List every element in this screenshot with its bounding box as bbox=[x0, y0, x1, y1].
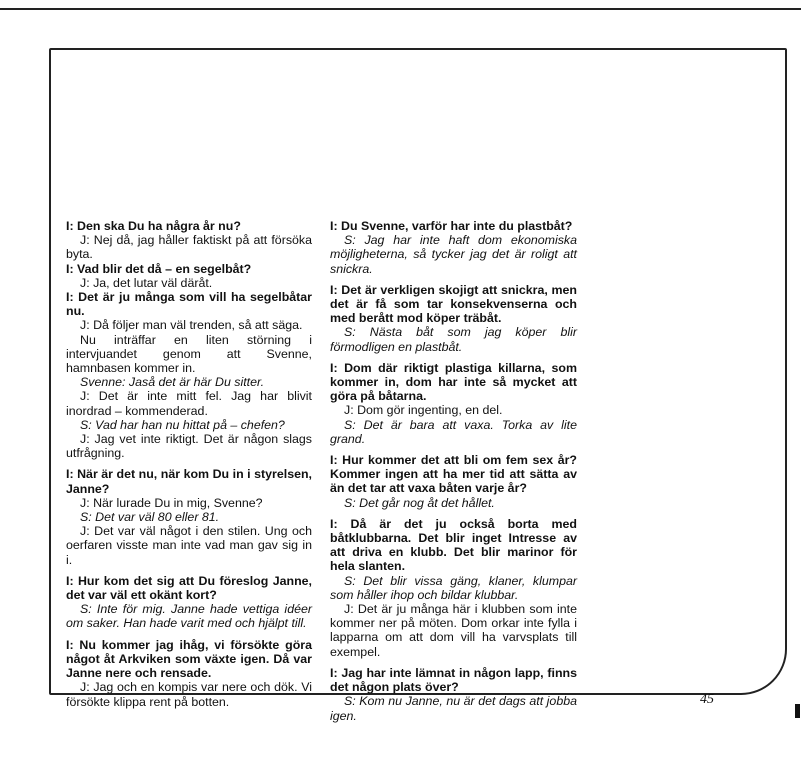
answer: J: Det var väl något i den stilen. Ung och oerfaren visste man inte vad man gav sig in i. bbox=[66, 524, 312, 567]
answer: J: Dom gör ingenting, en del. bbox=[344, 403, 503, 418]
answer-svenne: Svenne: Jaså det är här Du sitter. bbox=[80, 375, 265, 390]
page-number: 45 bbox=[700, 692, 714, 707]
answer: J: Nej då, jag håller faktiskt på att försöka byta. bbox=[66, 233, 312, 262]
narration: Nu inträffar en liten störning i intervjuandet genom att Svenne, hamnbasen kommer in. bbox=[66, 332, 312, 376]
question: I: Jag har inte lämnat in någon lapp, finns det någon plats över? bbox=[330, 665, 577, 695]
question: I: Då är det ju också borta med båtklubbarna. Det blir inget Intresse av att driva en klubb. Det blir marinor för hela slanten. bbox=[330, 516, 577, 574]
answer-svenne: S: Kom nu Janne, nu är det dags att jobba igen. bbox=[330, 694, 577, 723]
question: I: Vad blir det då – en segelbåt? bbox=[66, 261, 252, 276]
answer: J: Då följer man väl trenden, så att säga. bbox=[80, 318, 303, 333]
answer-svenne: S: Det går nog åt det hållet. bbox=[344, 495, 495, 510]
answer: J: Jag och en kompis var nere och dök. Vi försökte klippa rent på botten. bbox=[66, 680, 312, 709]
question: I: Dom där riktigt plastiga killarna, som kommer in, dom har inte så mycket att göra på båtarna. bbox=[330, 360, 577, 404]
edge-mark bbox=[795, 704, 800, 718]
answer-svenne: S: Jag har inte haft dom ekonomiska möjligheterna, så tycker jag det är roligt att snickra. bbox=[330, 233, 577, 276]
left-column bbox=[66, 219, 312, 709]
question: I: Hur kommer det att bli om fem sex år? Kommer ingen att ha mer tid att sätta av än det tar att vaxa båten varje år? bbox=[330, 453, 577, 496]
answer-svenne: S: Inte för mig. Janne hade vettiga idéer om saker. Han hade varit med och hjälpt till. bbox=[66, 602, 312, 631]
top-rule bbox=[0, 8, 801, 10]
right-column bbox=[330, 219, 577, 723]
answer: J: Det är ju många här i klubben som inte kommer ner på möten. Dom orkar inte fylla i lapparna om att dom vill ha varvsplats till exempel. bbox=[330, 602, 577, 659]
answer: J: Det är inte mitt fel. Jag har blivit inordrad – kommenderad. bbox=[66, 389, 312, 418]
question: I: Den ska Du ha några år nu? bbox=[66, 219, 241, 233]
answer: J: När lurade Du in mig, Svenne? bbox=[80, 495, 263, 510]
question: I: När är det nu, när kom Du in i styrelsen, Janne? bbox=[66, 467, 312, 496]
answer: J: Jag vet inte riktigt. Det är någon slags utfrågning. bbox=[66, 432, 312, 461]
question: I: Det är ju många som vill ha segelbåtar nu. bbox=[66, 290, 312, 319]
answer-svenne: S: Nästa båt som jag köper blir förmodligen en plastbåt. bbox=[330, 325, 577, 354]
question: I: Nu kommer jag ihåg, vi försökte göra något åt Arkviken som växte igen. Då var Janne nere och rensade. bbox=[66, 637, 312, 681]
question: I: Hur kom det sig att Du föreslog Janne, det var väl ett okänt kort? bbox=[66, 573, 312, 603]
answer: J: Ja, det lutar väl däråt. bbox=[80, 275, 213, 290]
answer-svenne: S: Det blir vissa gäng, klaner, klumpar som håller ihop och bildar klubbar. bbox=[330, 573, 577, 602]
answer-svenne: S: Vad har han nu hittat på – chefen? bbox=[80, 417, 285, 432]
question: I: Det är verkligen skojigt att snickra, men det är få som tar konsekvenserna och med berått mod köper träbåt. bbox=[330, 282, 577, 326]
answer-svenne: S: Det var väl 80 eller 81. bbox=[80, 510, 220, 525]
answer-svenne: S: Det är bara att vaxa. Torka av lite grand. bbox=[330, 417, 577, 446]
question: I: Du Svenne, varför har inte du plastbåt? bbox=[330, 219, 573, 233]
